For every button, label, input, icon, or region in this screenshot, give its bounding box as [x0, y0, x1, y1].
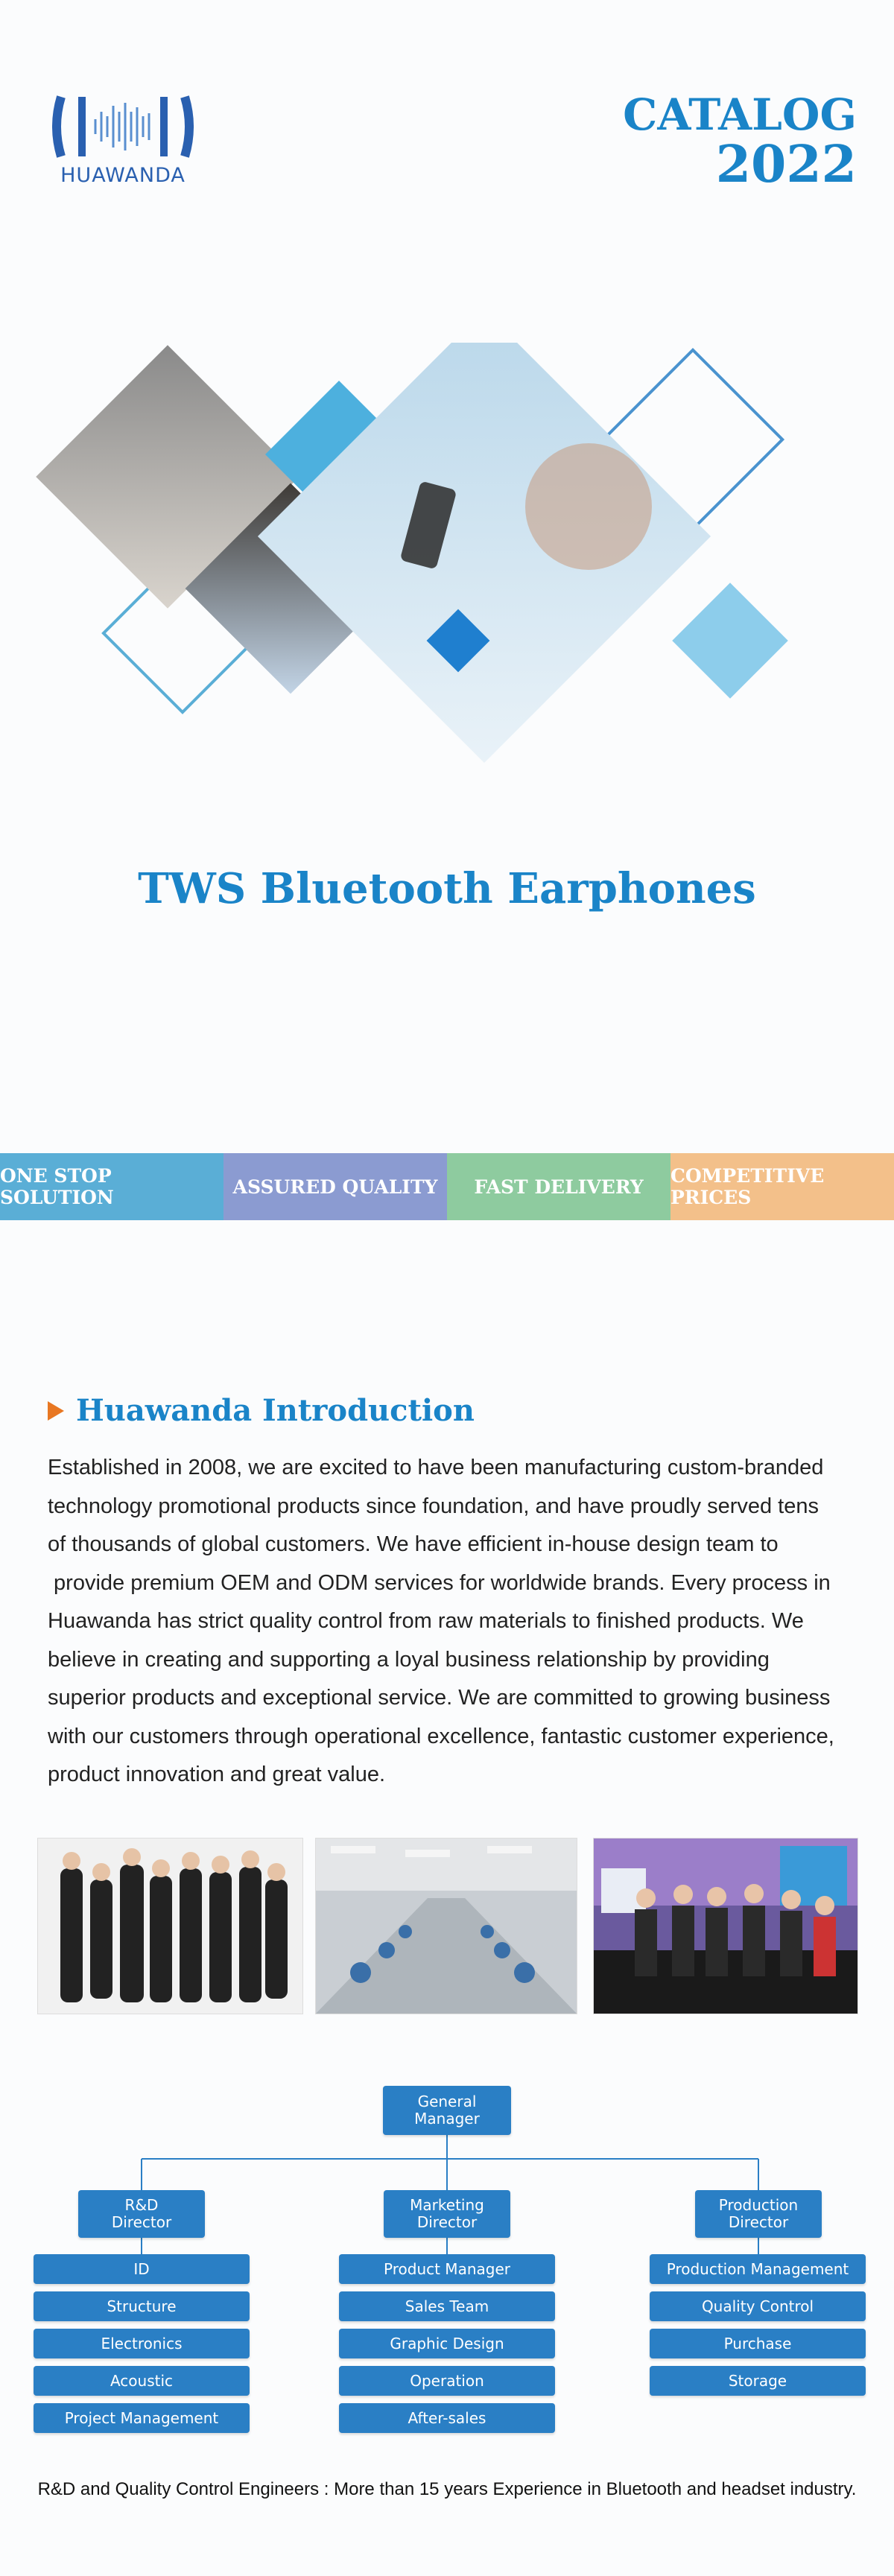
general-manager-box: General Manager	[383, 2086, 511, 2135]
intro-line: with our customers through operational excellence, fantastic customer experience,	[48, 1724, 834, 1748]
team-box: Project Management	[34, 2403, 250, 2433]
feature-quality: ASSURED QUALITY	[224, 1153, 447, 1220]
man-head-shape	[525, 443, 652, 570]
team-box: ID	[34, 2254, 250, 2284]
team-photo	[37, 1838, 303, 2014]
intro-line: product innovation and great value.	[48, 1763, 386, 1786]
feature-one-stop: ONE STOP SOLUTION	[0, 1153, 224, 1220]
team-box: Graphic Design	[339, 2329, 555, 2358]
logo-text: HUAWANDA	[60, 164, 186, 187]
catalog-heading	[623, 89, 857, 194]
intro-title: Huawanda Introduction	[76, 1393, 475, 1428]
catalog-year: 2022	[715, 135, 857, 194]
feature-delivery: FAST DELIVERY	[447, 1153, 670, 1220]
team-box: Product Manager	[339, 2254, 555, 2284]
feature-prices: COMPETITIVE PRICES	[670, 1153, 894, 1220]
blue-diamond-bottom-right	[672, 583, 788, 699]
intro-line: Huawanda has strict quality control from raw materials to finished products. We	[48, 1609, 804, 1633]
rnd-director-box: R&D Director	[78, 2190, 205, 2238]
team-box: Production Management	[650, 2254, 866, 2284]
team-box: After-sales	[339, 2403, 555, 2433]
intro-line: of thousands of global customers. We have efficient in-house design team to	[48, 1532, 779, 1556]
team-box: Acoustic	[34, 2366, 250, 2396]
team-box: Storage	[650, 2366, 866, 2396]
team-box: Quality Control	[650, 2291, 866, 2321]
hero-collage	[30, 343, 834, 819]
intro-paragraph	[48, 1449, 852, 1795]
team-box: Sales Team	[339, 2291, 555, 2321]
footer-note: R&D and Quality Control Engineers : More than 15 years Experience in Bluetooth and headset industry.	[37, 2479, 857, 2499]
intro-line: provide premium OEM and ODM services for worldwide brands. Every process in	[48, 1570, 831, 1595]
catalog-word: CATALOG	[623, 89, 857, 140]
production-director-box: Production Director	[695, 2190, 822, 2238]
hero-title: TWS Bluetooth Earphones	[138, 864, 756, 913]
intro-line: superior products and exceptional service. We are committed to growing business	[48, 1686, 831, 1710]
team-box: Operation	[339, 2366, 555, 2396]
intro-line: Established in 2008, we are excited to have been manufacturing custom-branded	[48, 1456, 824, 1479]
org-chart	[0, 2078, 894, 2451]
team-box: Structure	[34, 2291, 250, 2321]
intro-line: believe in creating and supporting a loyal business relationship by providing	[48, 1647, 770, 1672]
factory-photo	[315, 1838, 577, 2014]
team-box: Purchase	[650, 2329, 866, 2358]
exhibition-photo	[593, 1838, 858, 2014]
feature-band	[0, 1153, 894, 1220]
intro-line: technology promotional products since foundation, and have proudly served tens	[48, 1494, 819, 1518]
triangle-arrow-icon	[48, 1401, 64, 1421]
team-box: Electronics	[34, 2329, 250, 2358]
marketing-director-box: Marketing Director	[384, 2190, 510, 2238]
intro-heading	[48, 1393, 475, 1428]
